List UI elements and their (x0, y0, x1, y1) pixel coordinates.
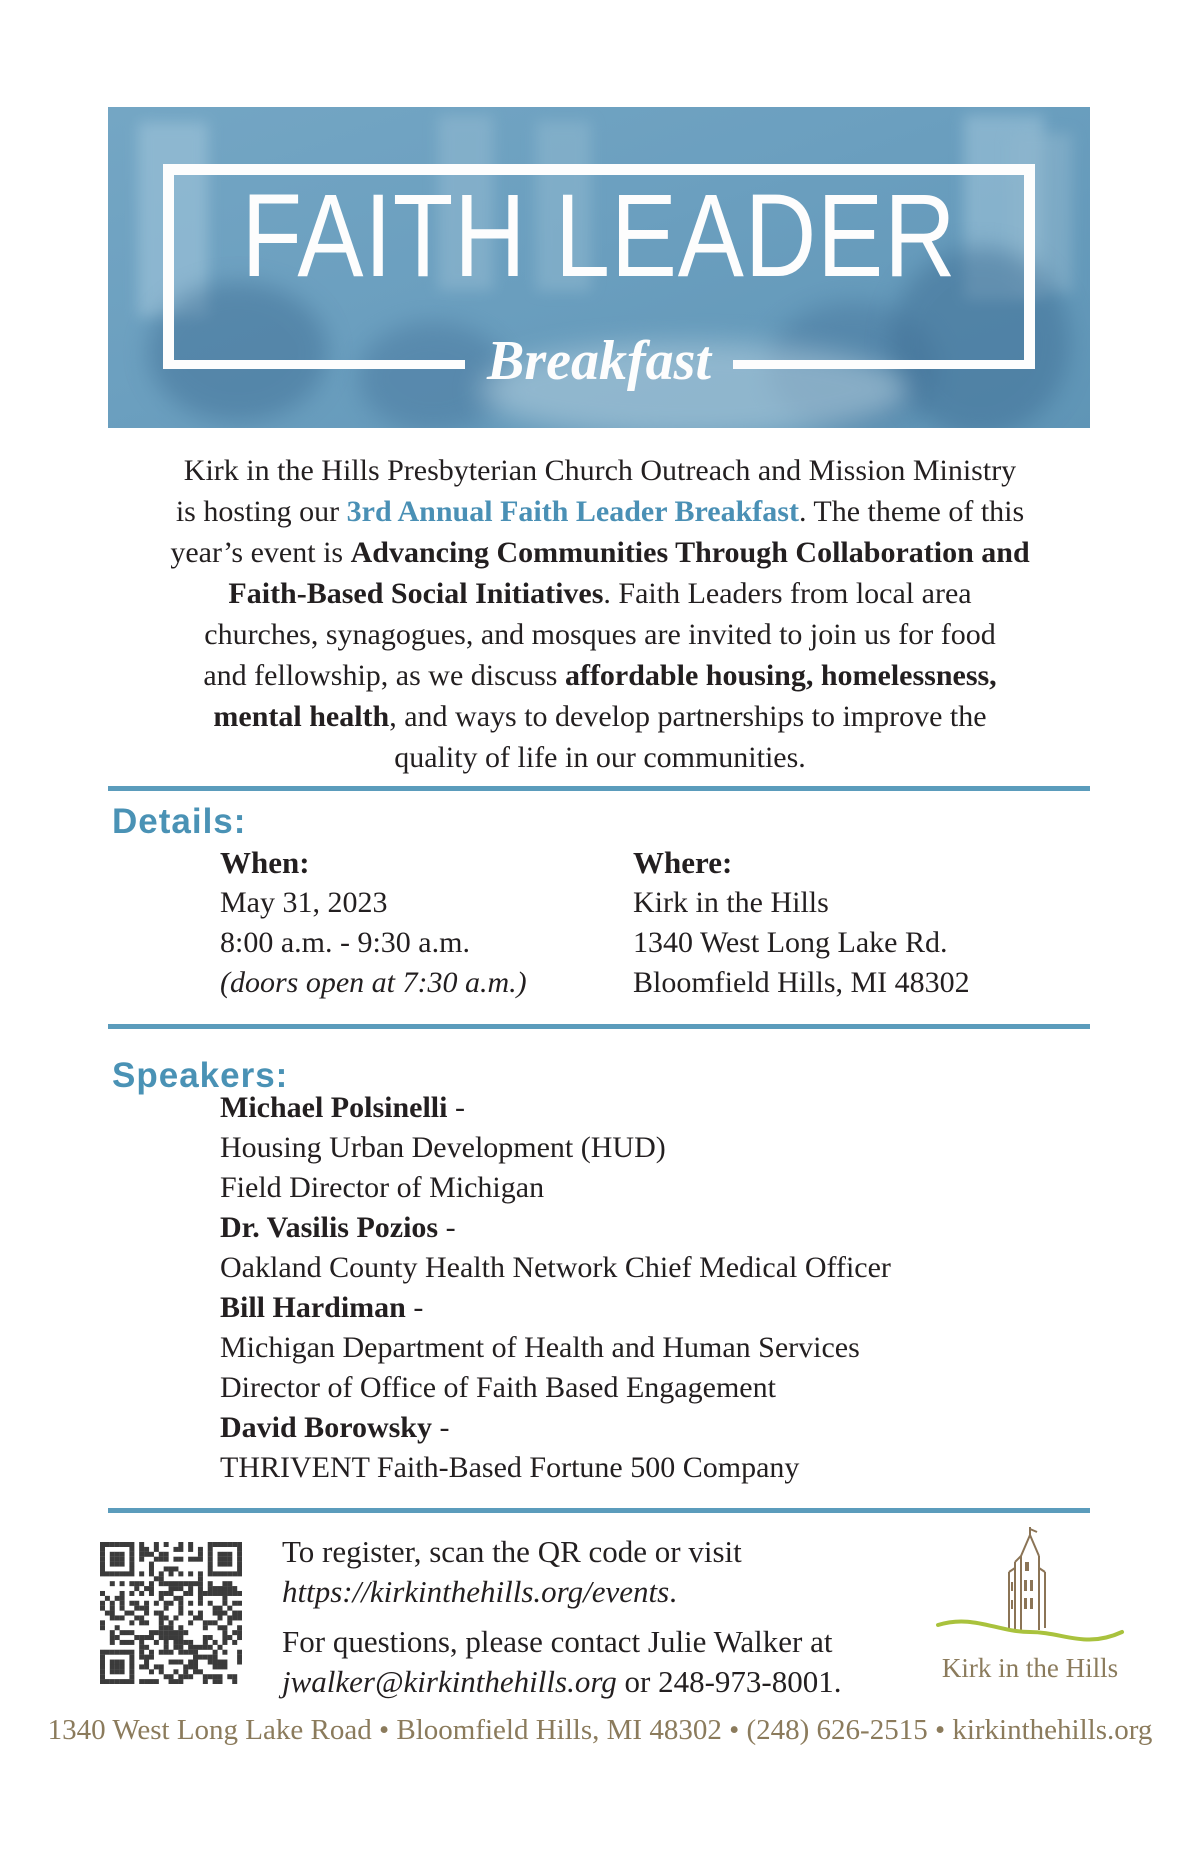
text-segment: jwalker@kirkinthehills.org (282, 1664, 617, 1699)
where-label: Where: (633, 845, 733, 880)
text-segment: Bill Hardiman (220, 1291, 406, 1324)
banner-frame-bottom (163, 332, 1035, 396)
text-segment: year’s event is (170, 536, 351, 569)
text-segment: David Borowsky (220, 1411, 432, 1444)
text-line (92, 450, 1108, 491)
divider-rule (108, 786, 1090, 791)
text-segment: - (405, 1291, 424, 1324)
details-when-column (220, 843, 527, 1003)
text-segment: Advancing Communities Through Collaboration and (350, 536, 1030, 569)
text-segment: Bloomfield Hills, MI 48302 (633, 966, 970, 999)
text-line (220, 923, 527, 963)
when-lines (220, 883, 527, 1003)
text-segment: - (432, 1411, 450, 1444)
divider-rule (108, 1024, 1090, 1029)
text-line (92, 614, 1108, 655)
speakers-heading: Speakers: (112, 1056, 289, 1095)
text-segment: Housing Urban Development (HUD) (220, 1131, 666, 1164)
text-line (220, 1448, 891, 1488)
text-segment: quality of life in our communities. (394, 741, 806, 774)
banner-subtitle: Breakfast (487, 330, 711, 392)
text-segment: . The theme of this (798, 495, 1025, 528)
text-segment: 8:00 a.m. - 9:30 a.m. (220, 926, 470, 959)
text-line (92, 696, 1108, 737)
text-line (220, 1088, 891, 1128)
text-segment: Faith-Based Social Initiatives (228, 577, 604, 610)
text-segment: To register, scan the QR code or visit (282, 1534, 742, 1569)
divider-rule (108, 1508, 1090, 1513)
register-instructions (282, 1532, 742, 1612)
text-line (92, 737, 1108, 778)
text-line (633, 883, 970, 923)
text-segment: Kirk in the Hills Presbyterian Church Outreach and Mission Ministry (183, 454, 1017, 487)
text-line (220, 1288, 891, 1328)
text-segment: . (669, 1574, 677, 1609)
text-segment: 1340 West Long Lake Rd. (633, 926, 948, 959)
text-line (282, 1532, 742, 1572)
text-line (220, 1128, 891, 1168)
kirk-logo (935, 1524, 1125, 1683)
text-line (633, 923, 970, 963)
text-segment: Michael Polsinelli (220, 1091, 448, 1124)
text-segment: Kirk in the Hills (633, 886, 829, 919)
text-segment: . Faith Leaders from local area (603, 577, 972, 610)
text-segment: and fellowship, as we discuss (203, 659, 565, 692)
text-line (92, 532, 1108, 573)
text-line (220, 1328, 891, 1368)
text-line (220, 1368, 891, 1408)
text-line (282, 1662, 841, 1702)
banner-image (108, 107, 1090, 428)
text-line (220, 1208, 891, 1248)
footer-address-line: 1340 West Long Lake Road • Bloomfield Hills, MI 48302 • (248) 626-2515 • kirkinthehills.org (47, 1714, 1153, 1746)
text-segment: https://kirkinthehills.org/events (282, 1574, 670, 1609)
text-segment: - (438, 1211, 456, 1244)
text-segment: , and ways to develop partnerships to improve the (389, 700, 987, 733)
text-segment: Michigan Department of Health and Human Services (220, 1331, 860, 1364)
text-segment: - (447, 1091, 465, 1124)
text-segment: May 31, 2023 (220, 886, 388, 919)
text-segment: (doors open at 7:30 a.m.) (220, 966, 527, 999)
text-line (92, 491, 1108, 532)
text-line (220, 1408, 891, 1448)
text-segment: Oakland County Health Network Chief Medical Officer (220, 1251, 891, 1284)
frame-line-left (163, 360, 465, 369)
church-tower-icon (935, 1524, 1125, 1650)
text-line (92, 573, 1108, 614)
text-segment: Field Director of Michigan (220, 1171, 545, 1204)
contact-instructions (282, 1622, 841, 1702)
text-line (92, 655, 1108, 696)
text-line (633, 963, 970, 1003)
frame-line-right (733, 360, 1035, 369)
details-where-column (633, 843, 970, 1003)
text-line (220, 883, 527, 923)
details-heading: Details: (112, 802, 247, 841)
text-segment: For questions, please contact Julie Walker at (282, 1624, 833, 1659)
text-segment: THRIVENT Faith-Based Fortune 500 Company (220, 1451, 800, 1484)
banner-title: FAITH LEADER (241, 170, 957, 302)
text-line (282, 1572, 742, 1612)
text-segment: Dr. Vasilis Pozios (220, 1211, 439, 1244)
text-segment: mental health (213, 700, 390, 733)
text-line (220, 1168, 891, 1208)
text-segment: Director of Office of Faith Based Engagement (220, 1371, 776, 1404)
green-hill-swoosh (938, 1621, 1122, 1639)
where-lines (633, 883, 970, 1003)
text-line (282, 1622, 841, 1662)
intro-paragraph (92, 450, 1108, 778)
text-line (220, 1248, 891, 1288)
text-line (220, 963, 527, 1003)
text-segment: is hosting our (175, 495, 347, 528)
when-label: When: (220, 845, 310, 880)
text-segment: or 248-973-8001. (616, 1664, 842, 1699)
text-segment: churches, synagogues, and mosques are invited to join us for food (204, 618, 996, 651)
qr-code (100, 1542, 242, 1684)
speakers-list (220, 1088, 891, 1488)
logo-caption: Kirk in the Hills (941, 1653, 1119, 1683)
text-segment: 3rd Annual Faith Leader Breakfast (346, 495, 799, 528)
text-segment: affordable housing, homelessness, (564, 659, 997, 692)
